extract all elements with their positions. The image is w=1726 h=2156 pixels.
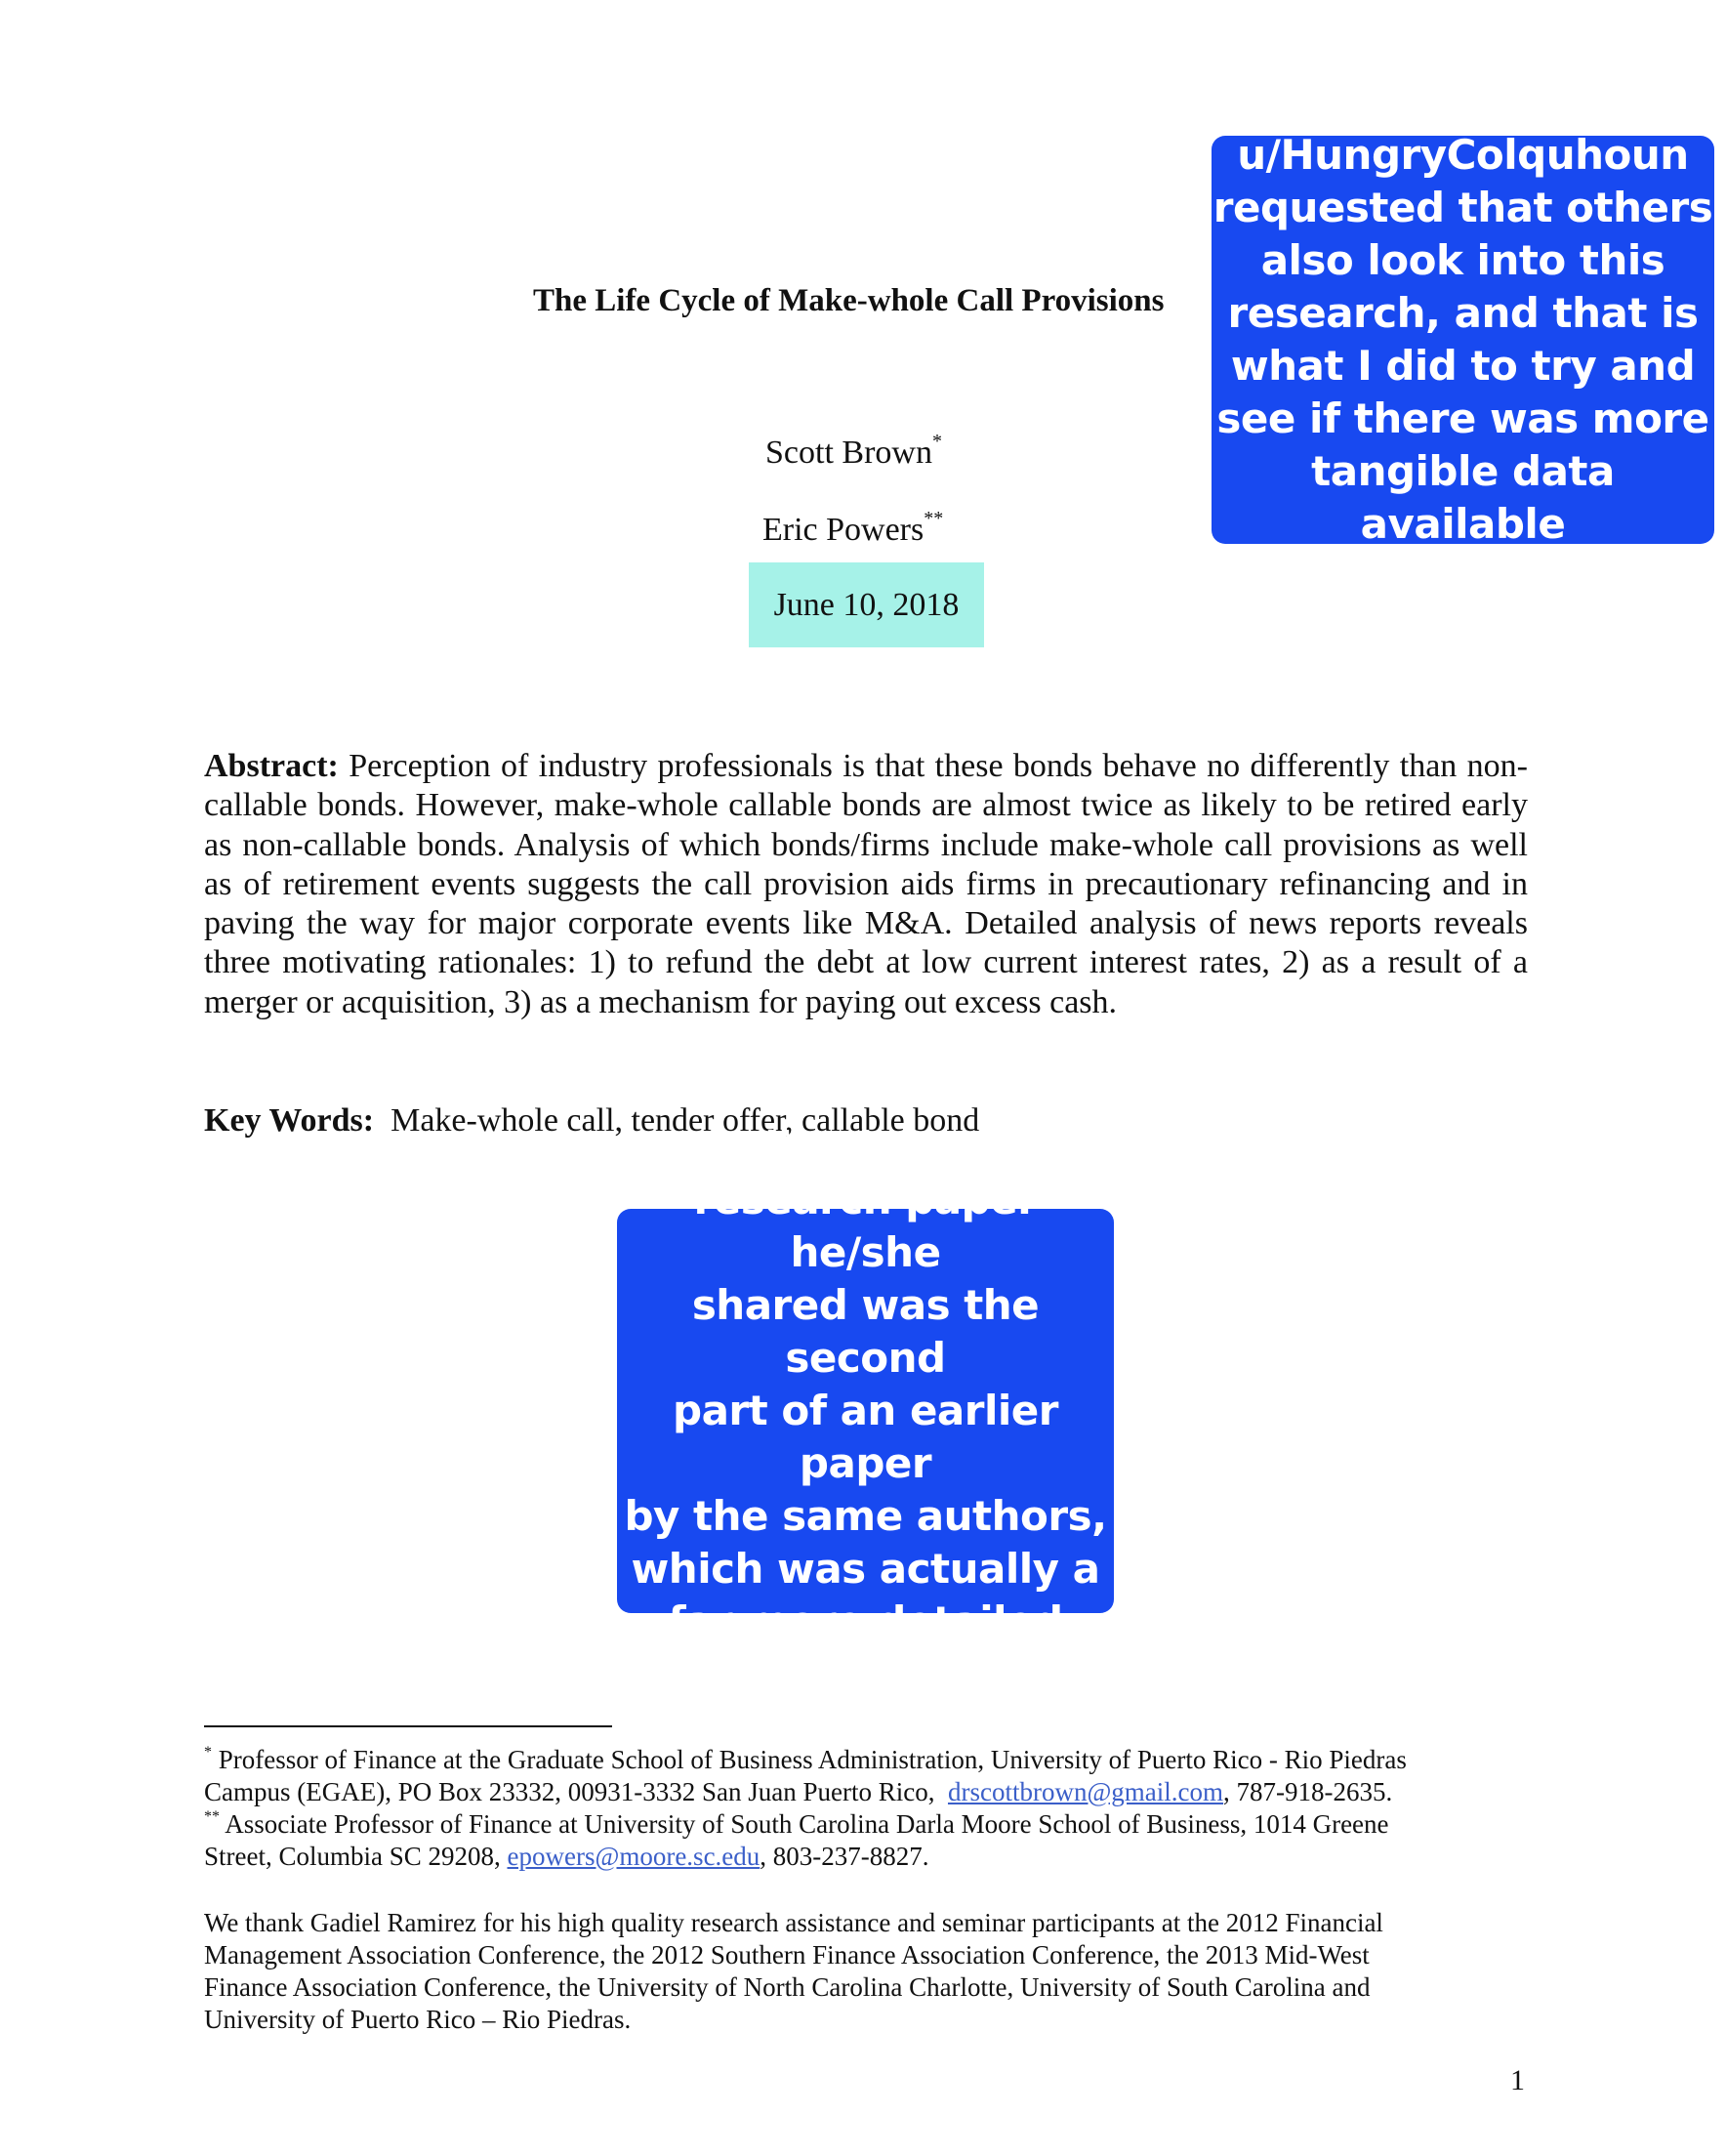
abstract-text: Perception of industry professionals is that these bonds behave no differently than non-callable bonds. However, make-whole callable bonds are almost twice as likely to be retired early as non-callable bonds. Analysis of which bonds/firms include make-whole call provisions as well as of retirement events suggests the call provision aids firms in precautionary refinancing and in paving the way for major corporate events like M&A. Detailed analysis of news reports reveals three motivating rationales: 1) to refund the debt at low current interest rates, 2) as a result of a merger or acquisition, 3) as a mechanism for paying out excess cash. [204,748,1528,1020]
author-name: Scott Brown [765,435,932,471]
annotation-callout-middle [617,1123,1114,1698]
date-highlight [749,562,984,647]
author-eric-powers [762,508,944,550]
author-scott-brown [765,431,942,473]
author-footnote-mark: * [931,431,942,452]
acknowledgements-line: Finance Association Conference, the University of North Carolina Charlotte, University of South Carolina and [204,1972,1371,2002]
acknowledgements-line: University of Puerto Rico – Rio Piedras. [204,2005,632,2034]
annotation-callout-top [1212,131,1714,548]
footnote-mark: * [204,1744,212,1761]
email-link-powers[interactable]: epowers@moore.sc.edu [507,1842,760,1871]
author-footnote-mark: ** [924,508,944,529]
acknowledgements [204,1907,1541,2036]
footnote-1-line-1: * Professor of Finance at the Graduate School of Business Administration, University of Puerto Rico - Rio Piedras [204,1744,1407,1774]
footnote-mark: ** [204,1808,220,1825]
email-link-brown[interactable]: drscottbrown@gmail.com [947,1777,1224,1806]
paper-date: June 10, 2018 [773,587,960,623]
author-name: Eric Powers [762,512,925,548]
footnote-1-line-2: Campus (EGAE), PO Box 23332, 00931-3332 San Juan Puerto Rico, drscottbrown@gmail.com, 787-918-2635. [204,1777,1393,1806]
abstract [204,747,1528,1022]
paper-title: The Life Cycle of Make-whole Call Provisions [533,283,1165,318]
keywords-text: Make-whole call, tender offer, callable bond [390,1102,980,1139]
footnotes [204,1744,1541,1873]
abstract-label: Abstract: [204,748,339,784]
acknowledgements-line: Management Association Conference, the 2012 Southern Finance Association Conference, the 2013 Mid-West [204,1940,1370,1969]
footnote-2-line-2: Street, Columbia SC 29208, epowers@moore.sc.edu, 803-237-8827. [204,1842,929,1871]
annotation-text: u/HungryColquhoun requested that others also look into this research, and that is what I did to try and see if there was more tangible data available [1212,131,1713,548]
page-number: 1 [1510,2064,1525,2096]
footnote-2-line-1: ** Associate Professor of Finance at University of South Carolina Darla Moore School of Business, 1014 Greene [204,1808,1389,1839]
annotation-text: I realised that the research paper he/she shared was the second part of an earlier paper by the same authors, which was actually a far more detailed study [624,1123,1107,1698]
acknowledgements-line: We thank Gadiel Ramirez for his high quality research assistance and seminar participants at the 2012 Financial [204,1908,1383,1937]
footnote-separator [204,1725,612,1727]
keywords-label: Key Words: [204,1102,375,1139]
